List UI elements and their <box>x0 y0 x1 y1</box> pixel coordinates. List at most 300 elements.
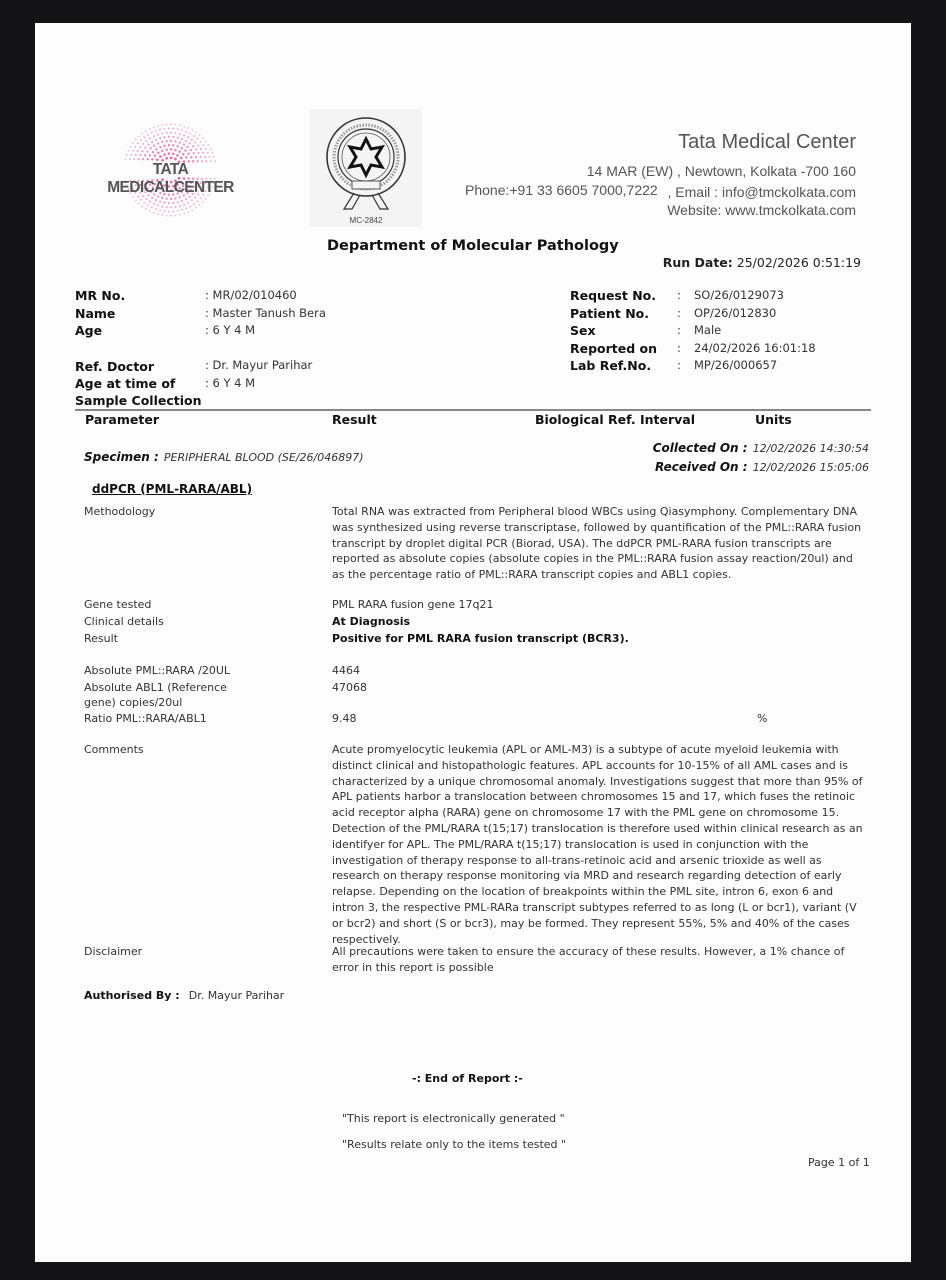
sex-label: Sex <box>570 323 596 338</box>
logo-dot <box>153 126 155 128</box>
comments-line: distinct clinical and histopathologic features. APL accounts for 10-15% of all AML cases and is <box>332 758 848 772</box>
logo-dot <box>202 137 204 139</box>
ratio-label: Ratio PML::RARA/ABL1 <box>84 712 207 725</box>
logo-dot <box>155 199 157 201</box>
logo-dot <box>187 202 189 204</box>
logo-dot <box>181 147 183 149</box>
logo-dot <box>141 205 143 207</box>
logo-dot <box>199 204 201 206</box>
logo-dot <box>183 204 185 206</box>
logo-dot <box>168 211 170 213</box>
result-label: Result <box>84 632 118 645</box>
logo-dot <box>153 145 155 147</box>
logo-dot <box>126 154 128 156</box>
logo-dot <box>166 215 168 217</box>
mr-no-value: : MR/02/010460 <box>205 288 297 302</box>
logo-dot <box>151 141 153 143</box>
org-address: 14 MAR (EW) , Newtown, Kolkata -700 160 <box>586 163 856 179</box>
logo-dot <box>165 157 168 160</box>
logo-dot <box>190 149 192 151</box>
lab-ref-value: MP/26/000657 <box>694 358 778 372</box>
logo-dot <box>195 148 197 150</box>
logo-dot <box>161 132 163 134</box>
sex-value: Male <box>694 323 722 337</box>
methodology-line: as the percentage ratio of PML::RARA transcript copies and ABL1 copies. <box>332 568 732 582</box>
logo-dot <box>145 140 147 142</box>
header-divider <box>75 409 871 411</box>
abs-pml-value: 4464 <box>332 664 360 677</box>
logo-dot <box>138 136 140 138</box>
collected-on-label: Collected On : <box>652 441 748 455</box>
gene-tested-label: Gene tested <box>84 598 152 611</box>
logo-dot <box>181 209 183 211</box>
logo-dot <box>177 137 179 139</box>
reported-on-label: Reported on <box>570 341 658 356</box>
logo-dot <box>138 158 140 160</box>
logo-dot <box>195 207 197 209</box>
logo-text: TATA MEDICALCENTER <box>107 161 234 196</box>
logo-dot <box>157 142 159 144</box>
logo-dot <box>153 212 155 214</box>
logo-dot <box>200 141 202 143</box>
logo-dot <box>151 206 153 208</box>
logo-dot <box>132 142 134 144</box>
comments-line: or bcr2) and short (S or bcr3), may be formed. They represent 55%, 5% and 40% of the cases <box>332 916 850 930</box>
logo-dot <box>200 148 202 150</box>
logo-dot <box>128 150 130 152</box>
logo-dot <box>145 208 147 210</box>
mr-no-label: MR No. <box>75 288 126 303</box>
org-name: Tata Medical Center <box>678 131 856 153</box>
logo-dot <box>176 154 179 157</box>
logo-dot <box>163 136 165 138</box>
logo-dot <box>205 148 207 150</box>
comments-line: Acute promyelocytic leukemia (APL or AML-M3) is a subtype of acute myeloid leukemia with <box>332 743 839 756</box>
logo-dot <box>137 142 139 144</box>
logo-dot <box>181 129 183 131</box>
logo-dot <box>157 213 159 215</box>
col-result: Result <box>332 412 377 427</box>
logo-dot <box>185 131 187 133</box>
logo-dot <box>154 155 156 157</box>
logo-dot <box>168 202 170 204</box>
logo-dot <box>164 210 166 212</box>
sample-collection-label: Sample Collection <box>75 393 202 408</box>
age-label: Age <box>75 323 103 338</box>
col-parameter: Parameter <box>85 412 159 427</box>
authorised-by <box>84 984 284 1003</box>
logo-dot <box>141 133 143 135</box>
methodology-line: reported as absolute copies (absolute copies in the PML::RARA fusion assay reaction/20ul) and <box>332 552 853 566</box>
logo-dot <box>191 199 193 201</box>
comments-line: research on therapy response monitoring via MRD and research regarding detection of early <box>332 869 842 883</box>
logo-dot <box>153 203 155 205</box>
logo-dot <box>157 134 159 136</box>
logo-dot <box>138 203 140 205</box>
logo-dot <box>142 150 144 152</box>
logo-dot <box>181 138 183 140</box>
comments-line: APL patients harbor a translocation between chromosomes 15 and 17, which fuses the retinoic <box>332 790 856 804</box>
logo-dot <box>211 152 213 154</box>
comments-line: intron 3, the respective PML-RARa transcript subtypes referred to as long (L or bcr1), variant (V <box>332 900 857 914</box>
received-on <box>655 456 869 475</box>
logo-dot <box>125 158 127 160</box>
patient-no-label: Patient No. <box>570 306 650 321</box>
logo-dot <box>161 197 163 199</box>
logo-dot <box>193 152 195 154</box>
logo-dot <box>183 125 185 127</box>
seal-emblem-icon <box>310 109 422 213</box>
disclaimer-line: error in this report is possible <box>332 960 494 974</box>
authorised-value: Dr. Mayur Parihar <box>188 989 285 1002</box>
logo-dot <box>166 198 168 200</box>
logo-dot <box>146 150 148 152</box>
logo-dot <box>163 145 165 147</box>
logo-dot <box>175 215 177 217</box>
age-at-collection-value: : 6 Y 4 M <box>205 376 256 390</box>
logo-dot <box>179 124 181 126</box>
logo-dot <box>195 156 197 158</box>
comments-line: relapse. Depending on the location of breakpoints within the PML site, intron 6, exon 6 and <box>332 885 834 899</box>
logo-dot <box>133 158 135 160</box>
logo-dot <box>159 155 162 158</box>
logo-dot <box>159 137 161 139</box>
logo-dot <box>213 156 215 158</box>
ratio-value: 9.48 <box>332 712 357 725</box>
request-no-label: Request No. <box>570 288 656 303</box>
logo-dot <box>130 154 132 156</box>
logo-dot <box>172 136 174 138</box>
logo-dot <box>135 154 137 156</box>
logo-dot <box>189 142 191 144</box>
abs-abl-value: 47068 <box>332 681 367 694</box>
logo-dot <box>194 141 196 143</box>
tmc-logo <box>88 123 253 218</box>
logo-dot <box>198 152 200 154</box>
logo-dot <box>157 204 159 206</box>
run-date-value: 25/02/2026 0:51:19 <box>736 255 861 270</box>
logo-dot <box>205 140 207 142</box>
logo-dot <box>170 132 172 134</box>
logo-dot <box>161 214 163 216</box>
logo-dot <box>168 152 171 155</box>
run-date <box>663 255 861 270</box>
page-number: Page 1 of 1 <box>808 1156 870 1169</box>
end-of-report: -: End of Report :- <box>412 1072 523 1085</box>
logo-dot <box>174 132 176 134</box>
logo-dot <box>183 143 185 145</box>
logo-dot <box>195 131 197 133</box>
logo-dot <box>149 137 151 139</box>
logo-dot <box>155 148 157 150</box>
run-date-label: Run Date: <box>662 255 733 270</box>
disclaimer-line: All precautions were taken to ensure the accuracy of these results. However, a 1% chance of <box>332 945 845 958</box>
logo-dot <box>205 198 207 200</box>
received-on-value: 12/02/2026 15:05:06 <box>752 461 869 474</box>
logo-dot <box>168 127 170 129</box>
logo-dot <box>191 139 193 141</box>
logo-dot <box>159 201 161 203</box>
org-website: Website: www.tmckolkata.com <box>667 202 856 218</box>
logo-dot <box>187 211 189 213</box>
ratio-unit: % <box>757 712 768 725</box>
logo-dot <box>197 145 199 147</box>
logo-dot <box>172 153 175 156</box>
methodology-line: was synthesized using reverse transcriptase, followed by quantification of the PML::RARA fusion <box>332 520 862 534</box>
logo-dot <box>151 132 153 134</box>
logo-dot <box>150 147 152 149</box>
request-no-colon: : <box>677 288 681 302</box>
logo-dot <box>172 128 174 130</box>
logo-dot <box>185 207 187 209</box>
logo-dot <box>196 200 198 202</box>
logo-dot <box>179 133 181 135</box>
logo-dot <box>159 146 161 148</box>
footer-note-results: "Results relate only to the items tested " <box>342 1138 567 1151</box>
logo-dot <box>168 136 170 138</box>
logo-dot <box>183 134 185 136</box>
col-units: Units <box>755 412 792 427</box>
result-value: Positive for PML RARA fusion transcript (BCR3). <box>332 632 629 645</box>
logo-dot <box>161 206 163 208</box>
logo-dot <box>164 128 166 130</box>
patient-no-value: OP/26/012830 <box>694 306 777 320</box>
logo-dot <box>163 202 165 204</box>
comments-line: identifyer for APL. The PML/RARA t(15;17) translocation is used in conjunction with the <box>332 837 809 851</box>
org-phone: Phone:+91 33 6605 7000,7222 <box>465 182 658 198</box>
logo-dot <box>188 153 190 155</box>
logo-dot <box>166 123 168 125</box>
logo-dot <box>157 125 159 127</box>
logo-dot <box>187 127 189 129</box>
logo-dot <box>210 148 212 150</box>
logo-dot <box>178 151 180 153</box>
request-no-value: SO/26/0129073 <box>694 288 784 302</box>
logo-dot <box>177 210 179 212</box>
logo-dot <box>191 129 193 131</box>
logo-dot <box>190 156 192 158</box>
logo-dot <box>142 158 144 160</box>
logo-dot <box>185 156 187 158</box>
logo-dot <box>174 197 176 199</box>
logo-dot <box>196 138 198 140</box>
logo-dot <box>135 199 137 201</box>
logo-dot <box>179 142 181 144</box>
clinical-details-label: Clinical details <box>84 615 164 628</box>
logo-dot <box>200 156 202 158</box>
logo-dot <box>130 146 132 148</box>
logo-dot <box>132 150 134 152</box>
abs-pml-label: Absolute PML::RARA /20UL <box>84 664 231 677</box>
logo-dot <box>170 148 172 150</box>
logo-dot <box>170 206 172 208</box>
logo-dot <box>199 134 201 136</box>
logo-dot <box>202 201 204 203</box>
methodology-text <box>332 504 872 583</box>
logo-dot <box>157 152 159 154</box>
logo-dot <box>174 140 176 142</box>
logo-dot <box>153 135 155 137</box>
logo-dot <box>174 206 176 208</box>
logo-dot <box>149 154 151 156</box>
logo-dot <box>209 156 211 158</box>
lab-ref-label: Lab Ref.No. <box>570 358 652 373</box>
received-on-label: Received On : <box>654 460 748 474</box>
logo-dot <box>177 145 179 147</box>
logo-dot <box>177 201 179 203</box>
logo-dot <box>202 152 204 154</box>
logo-dot <box>166 206 168 208</box>
logo-dot <box>193 203 195 205</box>
report-page <box>35 23 911 1262</box>
sex-colon: : <box>677 323 681 337</box>
logo-dot <box>202 144 204 146</box>
patient-no-colon: : <box>677 306 681 320</box>
abs-abl-label-2: gene) copies/20ul <box>84 696 183 709</box>
logo-dot <box>192 145 194 147</box>
logo-dot <box>147 204 149 206</box>
logo-dot <box>180 157 183 160</box>
logo-dot <box>155 208 157 210</box>
logo-dot <box>207 144 209 146</box>
abs-abl-label-1: Absolute ABL1 (Reference <box>84 681 227 694</box>
authorised-label: Authorised By : <box>84 989 180 1002</box>
disclaimer-label: Disclaimer <box>84 945 143 958</box>
seal-code: MC-2842 <box>349 216 383 225</box>
logo-dot <box>139 146 141 148</box>
logo-dot <box>200 197 202 199</box>
logo-dot <box>161 124 163 126</box>
logo-dot <box>184 149 186 151</box>
lab-ref-colon: : <box>677 358 681 372</box>
logo-dot <box>149 201 151 203</box>
logo-dot <box>177 128 179 130</box>
logo-dot <box>151 197 153 199</box>
logo-dot <box>159 209 161 211</box>
logo-dot <box>172 211 174 213</box>
logo-dot <box>166 132 168 134</box>
logo-dot <box>172 202 174 204</box>
methodology-line: transcript by droplet digital PCR (Biorad, USA). The ddPCR PML-RARA fusion transcripts are <box>332 536 832 550</box>
comments-line: investigation of therapy response to all-trans-retinoic acid and arsenic trioxide as well as <box>332 853 822 867</box>
logo-dot <box>168 144 170 146</box>
methodology-label: Methodology <box>84 505 156 518</box>
clinical-details-value: At Diagnosis <box>332 615 411 628</box>
logo-dot <box>191 209 193 211</box>
logo-dot <box>165 148 167 150</box>
logo-dot <box>186 146 188 148</box>
logo-dot <box>163 153 166 156</box>
footer-note-electronic: "This report is electronically generated " <box>342 1112 565 1125</box>
logo-dot <box>170 123 172 125</box>
department-title: Department of Molecular Pathology <box>327 238 619 254</box>
logo-dot <box>142 143 144 145</box>
comments-line: Detection of the PML/RARA t(15;17) translocation is therefore used within clinical research as an <box>332 821 863 835</box>
comments-line: characterized by a unique chromosomal anomaly. Investigations suggest that more than 95% of <box>332 774 863 788</box>
logo-dot <box>172 144 174 146</box>
logo-dot <box>140 139 142 141</box>
logo-dot <box>175 124 177 126</box>
logo-dot <box>170 157 173 160</box>
logo-dot <box>139 154 141 156</box>
logo-dot <box>155 139 157 141</box>
comments-label: Comments <box>84 743 144 756</box>
logo-dot <box>143 136 145 138</box>
reported-on-colon: : <box>677 341 681 355</box>
specimen-label: Specimen : <box>84 450 159 464</box>
logo-dot <box>183 213 185 215</box>
logo-dot <box>204 156 206 158</box>
logo-dot <box>181 200 183 202</box>
logo-dot <box>149 128 151 130</box>
logo-dot <box>144 147 146 149</box>
comments-text <box>332 742 872 947</box>
test-title: ddPCR (PML-RARA/ABL) <box>92 482 253 496</box>
logo-dot <box>140 199 142 201</box>
methodology-line: Total RNA was extracted from Peripheral blood WBCs using Qiasymphony. Complementary DNA <box>332 505 858 518</box>
logo-dot <box>207 152 209 154</box>
logo-dot <box>170 140 172 142</box>
col-ref-interval: Biological Ref. Interval <box>535 412 695 427</box>
name-value: : Master Tanush Bera <box>205 306 326 320</box>
logo-dot <box>189 205 191 207</box>
logo-dot <box>145 198 147 200</box>
logo-dot <box>137 150 139 152</box>
logo-dot <box>149 210 151 212</box>
logo-dot <box>135 139 137 141</box>
name-label: Name <box>75 306 116 321</box>
reported-on-value: 24/02/2026 16:01:18 <box>694 341 816 355</box>
logo-dot <box>134 146 136 148</box>
logo-dot <box>144 154 146 156</box>
logo-dot <box>170 198 172 200</box>
logo-dot <box>148 144 150 146</box>
collected-on-value: 12/02/2026 14:30:54 <box>752 442 869 455</box>
logo-dot <box>182 153 184 155</box>
logo-dot <box>161 150 163 152</box>
comments-line: respectively. <box>332 932 401 946</box>
logo-dot <box>145 130 147 132</box>
logo-dot <box>187 136 189 138</box>
org-email: , Email : info@tmckolkata.com <box>667 184 856 200</box>
logo-dot <box>189 133 191 135</box>
logo-dot <box>161 141 163 143</box>
gene-tested-value: PML RARA fusion gene 17q21 <box>332 598 494 611</box>
logo-dot <box>159 129 161 131</box>
logo-dot <box>193 135 195 137</box>
age-value: : 6 Y 4 M <box>205 323 256 337</box>
ref-doctor-label: Ref. Doctor <box>75 359 155 374</box>
logo-dot <box>147 134 149 136</box>
disclaimer-text <box>332 944 872 976</box>
age-at-collection-label: Age at time of <box>75 376 176 391</box>
logo-dot <box>170 215 172 217</box>
logo-dot <box>179 205 181 207</box>
logo-dot <box>174 149 176 151</box>
comments-line: acid receptor alpha (RARA) gene on chromosome 17 with the PML gene on chromosome 15. <box>332 806 840 820</box>
collected-on <box>653 437 869 456</box>
ref-doctor-value: : Dr. Mayur Parihar <box>205 358 313 372</box>
accreditation-seal <box>310 109 422 227</box>
specimen-value: PERIPHERAL BLOOD (SE/26/046897) <box>163 451 364 464</box>
logo-dot <box>166 140 168 142</box>
logo-dot <box>185 140 187 142</box>
specimen <box>84 446 364 465</box>
logo-dot <box>185 198 187 200</box>
logo-dot <box>143 202 145 204</box>
logo-dot <box>152 151 154 153</box>
logo-dot <box>129 158 131 160</box>
